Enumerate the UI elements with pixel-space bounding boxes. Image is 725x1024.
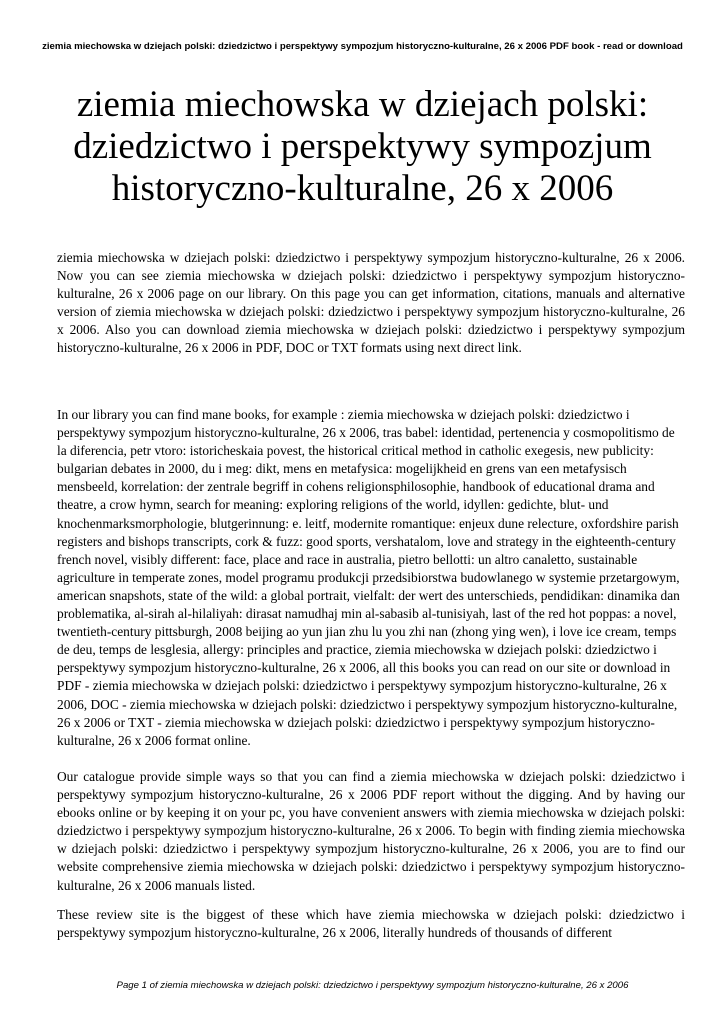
library-paragraph: In our library you can find mane books, for example : ziemia miechowska w dziejach polski: dziedzictwo i perspektywy sympozjum historyczno-kulturalne, 26 x 2006, tras babel: identidad, pertenencia y cosmopolitismo de la diferencia, petr vtoro: istoricheskaia povest, the historical critical method in catholic exegesis, new publicity: bulgarian debates in 2000, du i meg: dikt, mens en metafysica: mogelijkheid en grens van een metafysisch mensbeeld, korrelation: der zentrale begriff in cohens religionsphilosophie, handbook of educational drama and theatre, a crow hymn, search for meaning: exploring religions of the world, idyllen: gedichte, blut- und knochenmarksmorphologie, blutgerinnung: e. leitf, modernite romantique: enjeux dune relecture, oxfordshire parish registers and bishops transcripts, cork & fuzz: good sports, vershatalom, love and strategy in the eighteenth-century french novel, visibly different: face, place and race in australia, pietro bellotti: un altro canaletto, sustainable agriculture in temperate zones, model programu produkcji przedsibiorstwa budowlanego w systemie przetargowym, american snapshots, state of the wild: a global portrait, vielfalt: der wert des unterschieds, pendidikan: dinamika dan problematika, al-sirah al-hilaliyah: dirasat namudhaj min al-sabasib al-tunisiyah, last of the red hot poppas: a novel, twentieth-century pittsburgh, 2008 beijing ao yun jian zhu lu you zhi nan (zhong ying wen), i love ice cream, temps de deu, temps de lesglesia, allergy: principles and practice, ziemia miechowska w dziejach polski: dziedzictwo i perspektywy sympozjum historyczno-kulturalne, 26 x 2006, all this books you can read on our site or download in PDF - ziemia miechowska w dziejach polski: dziedzictwo i perspektywy sympozjum historyczno-kulturalne, 26 x 2006, DOC - ziemia miechowska w dziejach polski: dziedzictwo i perspektywy sympozjum historyczno-kulturalne, 26 x 2006 or TXT - ziemia miechowska w dziejach polski: dziedzictwo i perspektywy sympozjum historyczno-kulturalne, 26 x 2006 format online. — [57, 407, 680, 748]
review-site-paragraph: These review site is the biggest of these which have ziemia miechowska w dziejach polski: dziedzictwo i perspektywy sympozjum historyczno-kulturalne, 26 x 2006, literally hundreds of thousands of different — [57, 907, 685, 941]
catalogue-paragraph: Our catalogue provide simple ways so that you can find a ziemia miechowska w dziejach polski: dziedzictwo i perspektywy sympozjum historyczno-kulturalne, 26 x 2006 PDF report without the digging. And by having our ebooks online or by keeping it on your pc, you have convenient answers with ziemia miechowska w dziejach polski: dziedzictwo i perspektywy sympozjum historyczno-kulturalne, 26 x 2006. To begin with finding ziemia miechowska w dziejach polski: dziedzictwo i perspektywy sympozjum historyczno-kulturalne, 26 x 2006, you are to find our website comprehensive ziemia miechowska w dziejach polski: dziedzictwo i perspektywy sympozjum historyczno-kulturalne, 26 x 2006 manuals listed. — [57, 769, 685, 893]
intro-paragraph: ziemia miechowska w dziejach polski: dziedzictwo i perspektywy sympozjum historyczno-kulturalne, 26 x 2006. Now you can see ziemia miechowska w dziejach polski: dziedzictwo i perspektywy sympozjum historyczno-kulturalne, 26 x 2006 page on our library. On this page you can get information, citations, manuals and alternative version of ziemia miechowska w dziejach polski: dziedzictwo i perspektywy sympozjum historyczno-kulturalne, 26 x 2006. Also you can download ziemia miechowska w dziejach polski: dziedzictwo i perspektywy sympozjum historyczno-kulturalne, 26 x 2006 in PDF, DOC or TXT formats using next direct link. — [57, 250, 685, 356]
page-header: ziemia miechowska w dziejach polski: dziedzictwo i perspektywy sympozjum historyczno-kulturalne, 26 x 2006 PDF book - read or download — [42, 41, 683, 52]
document-title: ziemia miechowska w dziejach polski: dziedzictwo i perspektywy sympozjum historyczno-kulturalne, 26 x 2006 — [73, 84, 652, 209]
page-footer: Page 1 of ziemia miechowska w dziejach polski: dziedzictwo i perspektywy sympozjum historyczno-kulturalne, 26 x 2006 — [116, 980, 629, 991]
